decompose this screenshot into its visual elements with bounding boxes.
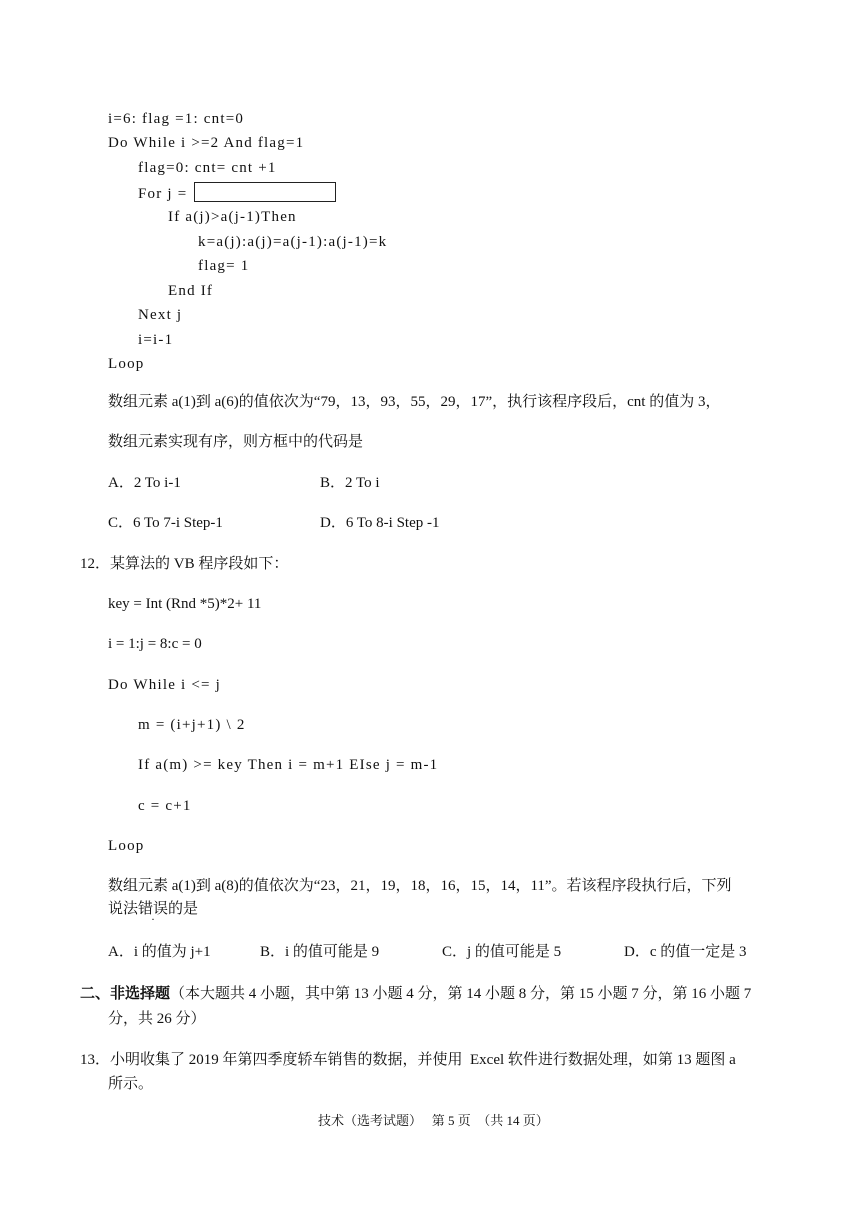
emphasis-text: 错误 <box>138 901 169 917</box>
option-c: C．j 的值可能是 5 <box>442 944 562 960</box>
option-c: C．6 To 7-i Step-1 <box>108 515 223 531</box>
code-line: Next j <box>138 307 183 323</box>
section-heading <box>80 984 751 1004</box>
question-title: 13．小明收集了 2019 年第四季度轿车销售的数据，并使用 Excel 软件进行数据处理，如第 13 题图 a <box>80 1052 736 1068</box>
question-title: 12．某算法的 VB 程序段如下： <box>80 556 289 572</box>
code-line: Loop <box>108 356 145 372</box>
question-text: 数组元素实现有序，则方框中的代码是 <box>108 434 364 450</box>
code-line: i = 1:j = 8:c = 0 <box>108 636 202 652</box>
option-b: B．i 的值可能是 9 <box>260 944 380 960</box>
code-for-text: For j = <box>138 186 188 202</box>
code-line: If a(m) >= key Then i = m+1 EIse j = m-1 <box>138 757 439 773</box>
question-text: 所示。 <box>108 1076 154 1092</box>
code-line: m = (i+j+1) \ 2 <box>138 717 246 733</box>
code-line: k=a(j):a(j)=a(j-1):a(j-1)=k <box>198 234 388 250</box>
option-d: D．6 To 8-i Step -1 <box>320 515 440 531</box>
section-title: 二、非选择题 <box>80 986 171 1002</box>
code-line: Do While i >=2 And flag=1 <box>108 135 305 151</box>
code-line: Do While i <= j <box>108 677 221 693</box>
code-line: If a(j)>a(j-1)Then <box>168 209 297 225</box>
code-line: flag= 1 <box>198 258 250 274</box>
code-line: Loop <box>108 838 145 854</box>
text-part: 说法 <box>108 901 139 917</box>
option-a: A．2 To i-1 <box>108 475 181 491</box>
code-line-for <box>138 182 336 204</box>
option-a: A．i 的值为 j+1 <box>108 944 211 960</box>
section-note: （本大题共 4 小题，其中第 13 小题 4 分，第 14 小题 8 分，第 15 小题 7 分，第 16 小题 7 <box>170 986 752 1002</box>
code-line: key = Int (Rnd *5)*2+ 11 <box>108 596 262 612</box>
text-part: 的是 <box>168 901 199 917</box>
code-line: End If <box>168 283 214 299</box>
option-b: B．2 To i <box>320 475 380 491</box>
question-text: 数组元素 a(1)到 a(8)的值依次为“23，21，19，18，16，15，14，11”。若该程序段执行后，下列 <box>108 878 732 894</box>
code-line: i=6: flag =1: cnt=0 <box>108 111 245 127</box>
answer-blank-box <box>194 182 336 202</box>
code-line: flag=0: cnt= cnt +1 <box>138 160 277 176</box>
code-line: c = c+1 <box>138 798 192 814</box>
section-note: 分，共 26 分） <box>108 1011 206 1027</box>
question-text <box>108 899 198 919</box>
question-text: 数组元素 a(1)到 a(6)的值依次为“79，13，93，55，29，17”，执行该程序段后，cnt 的值为 3， <box>108 394 721 410</box>
option-d: D．c 的值一定是 3 <box>624 944 747 960</box>
code-line: i=i-1 <box>138 332 174 348</box>
page-footer: 技术（选考试题） 第 5 页 （共 14 页） <box>318 1113 549 1128</box>
